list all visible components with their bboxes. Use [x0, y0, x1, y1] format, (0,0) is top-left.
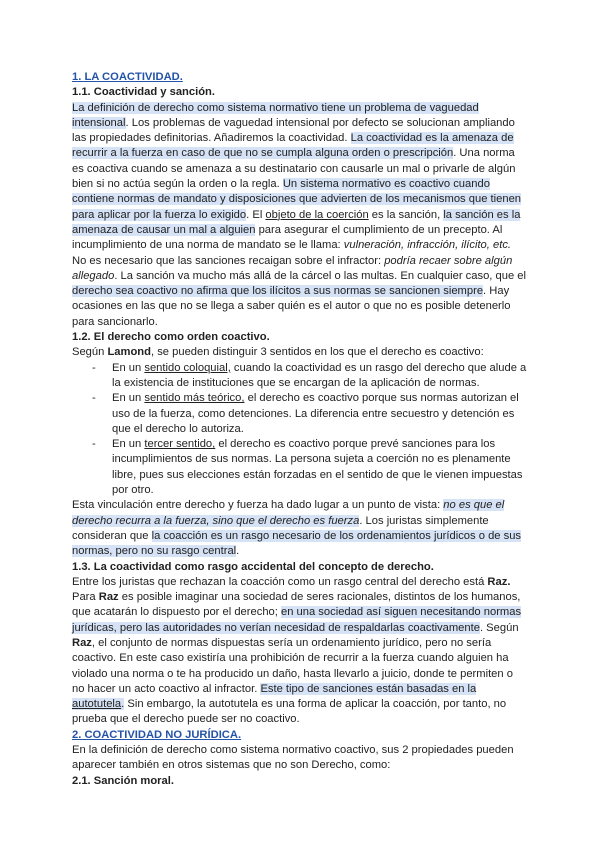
text-run: Para: [72, 591, 99, 604]
highlight: Un sistema normativo es coactivo cuando contiene normas de mandato y disposiciones que advierten de los mecanismos que tienen para aplicar por la fuerza lo exigido: [72, 178, 522, 221]
text-run: Este tipo de sanciones están basadas en la: [260, 682, 477, 695]
text-run: Sin embargo, la autotutela es una forma de aplicar la coacción, por tanto, no prueba que el derecho puede ser no coactivo.: [72, 698, 507, 726]
heading-coactividad-sancion: 1.1. Coactividad y sanción.: [72, 86, 216, 99]
italic-text: podría recaer sobre algún allegado: [72, 254, 513, 282]
text-run: . Los problemas de vaguedad intensional por defecto se solucionan ampliando las propiedades definitorias. Añadiremos la coactividad.: [72, 116, 515, 145]
text-run: . Una norma es coactiva cuando se amenaza a su destinatario con causarle un mal o privarle de algún bien si no actúa según la orden o la regla.: [72, 147, 516, 191]
highlight: no es que el derecho recurra a la fuerza, sino que el derecho es fuerza: [72, 499, 505, 527]
bold-text: Raz.: [487, 575, 511, 588]
text-run: En un: [112, 438, 145, 451]
text-run: es posible imaginar una sociedad de seres racionales, distintos de los humanos, que acatarán lo dispuesto por el derecho;: [72, 591, 521, 619]
text-run: . Hay ocasiones en las que no se llega a saber quién es el autor o que no es posible detenerlo para sancionarlo.: [72, 285, 511, 328]
list-item: [72, 437, 528, 498]
bold-text: Raz: [98, 591, 119, 604]
text-run: Según: [72, 346, 108, 359]
heading-orden-coactivo: 1.2. El derecho como orden coactivo.: [72, 331, 270, 344]
bold-text: Lamond: [107, 346, 151, 359]
paragraph-lamond: [72, 345, 528, 360]
text-run: En un: [112, 361, 145, 374]
text-run: Esta vinculación entre derecho y fuerza ha dado lugar a un punto de vista:: [72, 499, 444, 512]
highlight: en una sociedad así siguen necesitando normas jurídicas, pero las autoridades no verían necesidad de respaldarlas coactivamente: [72, 606, 522, 634]
highlight: La coactividad es la amenaza de recurrir a la fuerza en caso de que no se cumpla alguna orden o prescripción: [72, 132, 514, 160]
highlight: derecho sea coactivo no afirma que los ilícitos a sus normas se sancionen siempre: [72, 285, 484, 298]
italic-text: vulneración, infracción, ilícito, etc.: [343, 239, 512, 252]
underlined-text: autotutela: [72, 698, 122, 711]
text-run: .: [121, 698, 125, 711]
text-run: , se pueden distinguir 3 sentidos en los que el derecho es coactivo:: [150, 346, 484, 359]
list-item: [72, 361, 528, 392]
heading-sancion-moral: 2.1. Sanción moral.: [72, 774, 174, 787]
text-run: . La sanción va mucho más allá de la cárcel o las multas. En cualquier caso, que el: [114, 269, 526, 282]
paragraph-raz: [72, 575, 528, 728]
underlined-text: tercer sentido,: [144, 438, 216, 451]
paragraph-coactividad-sancion: [72, 101, 528, 330]
paragraph-definicion: En la definición de derecho como sistema normativo coactivo, sus 2 propiedades pueden aparecer también en otros sistemas que no son Derecho, como:: [72, 744, 514, 772]
text-run: Entre los juristas que rechazan la coacción como un rasgo central del derecho está: [72, 575, 488, 588]
highlight: la sanción es la amenaza de causar un mal a alguien: [72, 208, 521, 236]
paragraph-derecho-fuerza: [72, 498, 528, 559]
heading-rasgo-accidental: 1.3. La coactividad como rasgo accidental del concepto de derecho.: [72, 560, 434, 573]
text-run: el derecho es coactivo porque sus normas autorizan el uso de la fuerza, como detenciones. La diferencia entre secuestro y detención es que el derecho lo autoriza.: [112, 392, 519, 435]
text-run: el derecho es coactivo porque prevé sanciones para los incumplimientos de sus normas. La persona sujeta a coerción no es plenamente libre, pues sus elecciones están forzadas en el sentido de que le vienen impuestas por otro.: [112, 438, 523, 497]
text-run: En un: [112, 392, 145, 405]
heading-coactividad: 1. LA COACTIVIDAD.: [72, 71, 183, 83]
heading-coactividad-no-juridica: 2. COACTIVIDAD NO JURÍDICA.: [72, 728, 242, 741]
text-run: , el conjunto de normas dispuestas sería un ordenamiento jurídico, pero no sería coactivo. En este caso existiría una prohibición de recurrir a la fuerza cuando alguien ha violado una norma o te ha producido un daño, hasta llevarlo a juicio, donde te permiten o no hacer un acto coactivo al infractor.: [72, 636, 513, 695]
underlined-text: sentido más teórico,: [144, 392, 245, 405]
text-run: es la sanción,: [368, 208, 444, 221]
underlined-text: objeto de la coerción: [265, 208, 369, 221]
text-run: . Según: [479, 621, 519, 634]
text-run: . El: [246, 208, 266, 221]
text-run: No es necesario que las sanciones recaigan sobre el infractor:: [72, 254, 385, 267]
underlined-text: sentido coloquial,: [144, 361, 231, 374]
highlight: La definición de derecho como sistema normativo tiene un problema de vaguedad intensional: [72, 101, 479, 129]
bold-text: Raz: [72, 636, 92, 649]
text-run: para asegurar el cumplimiento de un precepto. Al incumplimiento de una norma de mandato se le llama:: [72, 223, 503, 252]
text-run: . Los juristas simplemente consideran que: [72, 514, 489, 542]
text-run: .: [236, 545, 240, 558]
senses-list: [72, 361, 528, 499]
list-item: [72, 391, 528, 437]
highlight: la coacción es un rasgo necesario de los ordenamientos jurídicos o de sus normas, pero no su rasgo central: [72, 529, 522, 558]
document-page: [72, 70, 528, 789]
text-run: cuando la coactividad es un rasgo del derecho que alude a la existencia de instituciones que se encargan de la aplicación de normas.: [112, 361, 527, 389]
